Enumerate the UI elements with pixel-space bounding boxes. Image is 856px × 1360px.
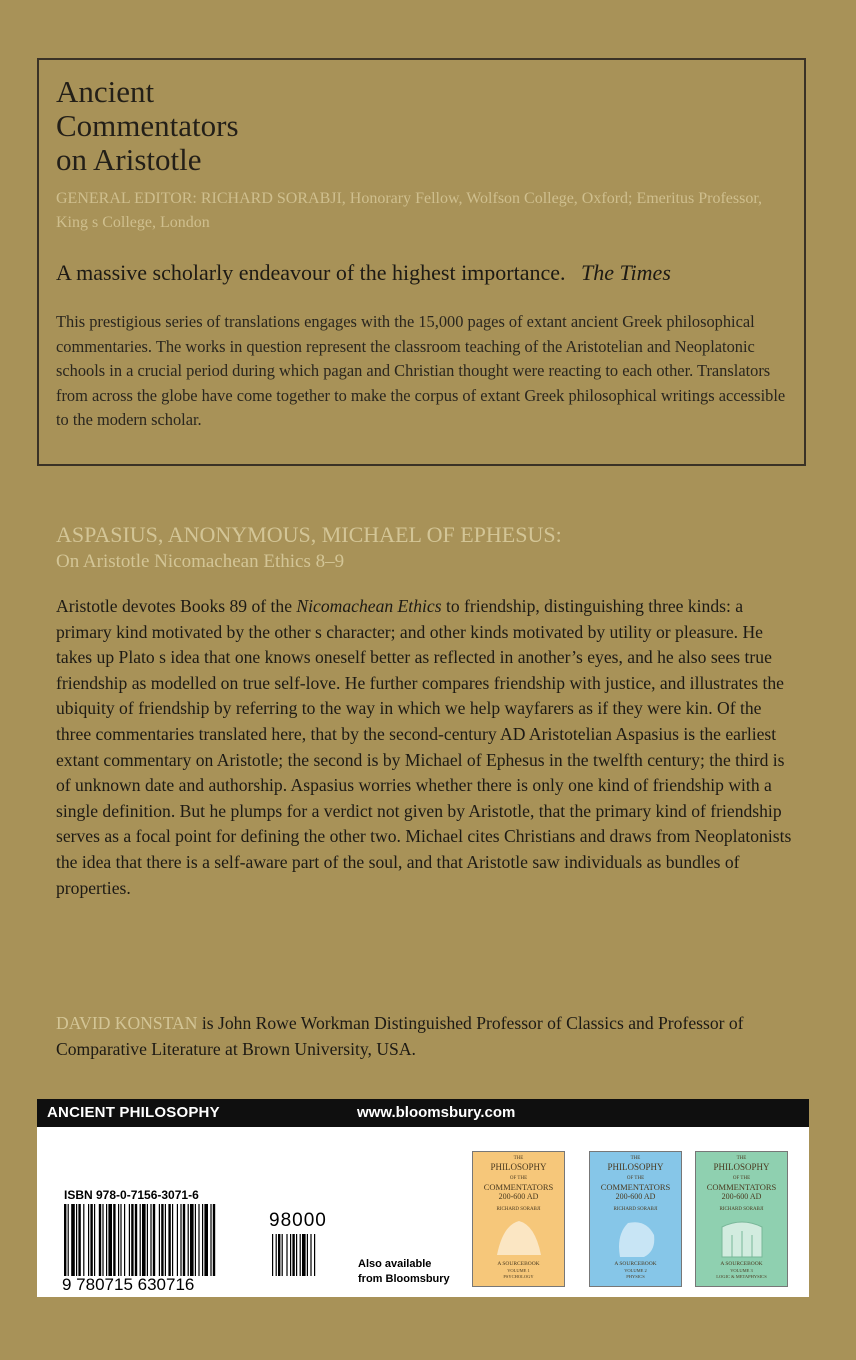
book-3-dates: 200-600 AD xyxy=(721,1192,762,1201)
also-available-line-2: from Bloomsbury xyxy=(358,1273,450,1285)
book-2-topic: PHYSICS xyxy=(626,1274,645,1279)
book-3-vol: VOLUME 3 xyxy=(730,1268,753,1273)
book-cover-volume-2[interactable] xyxy=(589,1151,682,1287)
book-2-the: THE xyxy=(630,1156,641,1161)
book-2-editor: RICHARD SORABJI xyxy=(613,1207,658,1212)
book-1-vol: VOLUME 1 xyxy=(507,1268,530,1273)
book-2-dates: 200-600 AD xyxy=(615,1192,656,1201)
book-3-illustration-icon xyxy=(712,1215,772,1261)
isbn-text: ISBN 978-0-7156-3071-6 xyxy=(64,1188,199,1202)
book-1-the: THE xyxy=(513,1156,524,1161)
book-2-commentators: COMMENTATORS xyxy=(600,1182,671,1192)
book-2-kind: A SOURCEBOOK xyxy=(614,1261,657,1267)
book-1-kind: A SOURCEBOOK xyxy=(497,1261,540,1267)
series-title-line-1: Ancient xyxy=(56,74,155,109)
volume-subtitle: On Aristotle Nicomachean Ethics 8–9 xyxy=(56,551,345,572)
book-3-topic: LOGIC & METAPHYSICS xyxy=(716,1274,767,1279)
author-bio xyxy=(56,1011,796,1062)
book-1-topic: PSYCHOLOGY xyxy=(503,1274,534,1279)
series-title-line-3: on Aristotle xyxy=(56,142,202,177)
category-label: ANCIENT PHILOSOPHY xyxy=(47,1104,220,1121)
book-1-dates: 200-600 AD xyxy=(498,1192,539,1201)
book-1-philosophy: PHILOSOPHY xyxy=(490,1162,547,1172)
book-3-commentators: COMMENTATORS xyxy=(706,1182,777,1192)
price-code: 98000 xyxy=(269,1210,327,1231)
publisher-url[interactable]: www.bloomsbury.com xyxy=(357,1104,516,1121)
book-3-ofthe: OF THE xyxy=(732,1176,751,1181)
also-available xyxy=(358,1257,450,1287)
book-3-kind: A SOURCEBOOK xyxy=(720,1261,763,1267)
book-cover-volume-3[interactable] xyxy=(695,1151,788,1287)
author-bio-text: is John Rowe Workman Distinguished Professor of Classics and Professor of Comparative Literature at Brown University, USA. xyxy=(56,1013,744,1059)
book-1-illustration-icon xyxy=(489,1215,549,1261)
desc-italic-title: Nicomachean Ethics xyxy=(296,596,442,616)
desc-lead: Aristotle devotes Books 89 of the xyxy=(56,596,297,616)
volume-description xyxy=(56,594,796,901)
book-2-ofthe: OF THE xyxy=(626,1176,645,1181)
general-editor: GENERAL EDITOR: RICHARD SORABJI, Honorary Fellow, Wolfson College, Oxford; Emeritus Professor, King s College, London xyxy=(56,190,763,231)
book-cover-volume-1[interactable] xyxy=(472,1151,565,1287)
book-3-philosophy: PHILOSOPHY xyxy=(713,1162,770,1172)
desc-rest: to friendship, distinguishing three kinds: a primary kind motivated by the other s character; and other kinds motivated by utility or pleasure. He takes up Plato s idea that one knows oneself better as reflected in another’s eyes, and he also sees true friendship as modelled on true self-love. He further compares friendship with justice, and illustrates the ubiquity of friendship by referring to the way in which we help wayfarers as if they were kin. Of the three commentaries translated here, that by the second-century AD Aristotelian Aspasius is the earliest extant commentary on Aristotle; the second is by Michael of Ephesus in the twelfth century; the third is of unknown date and authorship. Aspasius worries whether there is only one kind of friendship with a single definition. But he plumps for a verdict not given by Aristotle, that the primary kind of friendship serves as a focal point for defining the other two. Michael cites Christians and draws from Neoplatonists the idea that there is a self-aware part of the soul, and that Aristotle saw individuals as bundles of properties. xyxy=(56,596,792,898)
quote-source: The Times xyxy=(581,260,671,285)
barcode-digits: 9 780715 630716 xyxy=(62,1275,195,1293)
book-3-the: THE xyxy=(736,1156,747,1161)
quote-text: A massive scholarly endeavour of the highest importance. xyxy=(56,260,566,285)
book-1-editor: RICHARD SORABJI xyxy=(496,1207,541,1212)
footer-panel xyxy=(37,1127,809,1297)
also-available-line-1: Also available xyxy=(358,1258,432,1270)
author-name: DAVID KONSTAN xyxy=(56,1013,198,1033)
review-quote xyxy=(56,258,796,288)
footer-bar xyxy=(37,1099,809,1127)
book-1-commentators: COMMENTATORS xyxy=(483,1182,554,1192)
series-intro: This prestigious series of translations engages with the 15,000 pages of extant ancient Greek philosophical commentaries. The works in question represent the classroom teaching of the Aristotelian and Neoplatonic schools in a crucial period during which pagan and Christian thought were reacting to each other. Translators from across the globe have come together to make the corpus of extant Greek philosophical writings accessible to the modern scholar. xyxy=(56,312,786,429)
book-1-ofthe: OF THE xyxy=(509,1176,528,1181)
book-2-illustration-icon xyxy=(606,1215,666,1261)
series-title xyxy=(56,75,456,177)
volume-title: ASPASIUS, ANONYMOUS, MICHAEL OF EPHESUS: xyxy=(56,522,562,547)
book-3-editor: RICHARD SORABJI xyxy=(719,1207,764,1212)
book-2-philosophy: PHILOSOPHY xyxy=(607,1162,664,1172)
series-title-line-2: Commentators xyxy=(56,108,239,143)
book-2-vol: VOLUME 2 xyxy=(624,1268,647,1273)
